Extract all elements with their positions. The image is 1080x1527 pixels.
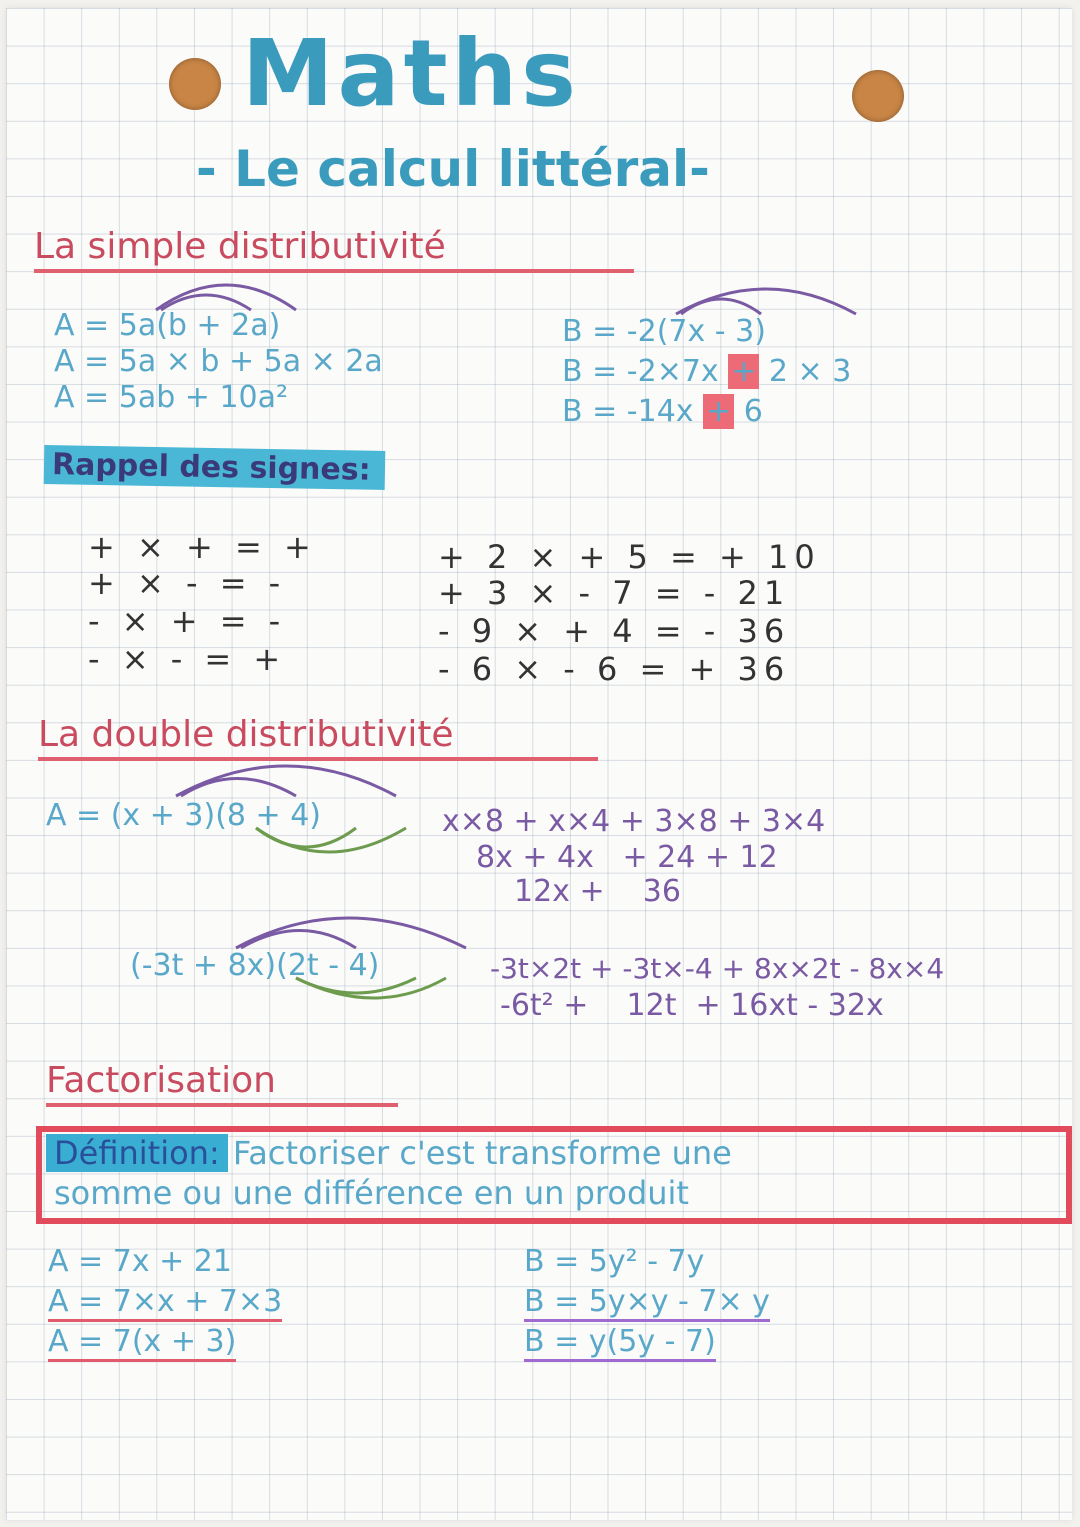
page-title: Maths bbox=[242, 20, 580, 127]
punch-hole-right bbox=[852, 70, 904, 122]
rappel-label: Rappel des signes: bbox=[44, 445, 385, 490]
double-ex1-step-1: x×8 + x×4 + 3×8 + 3×4 bbox=[442, 804, 826, 839]
sign-rule-2: + × - = - bbox=[88, 564, 287, 602]
simple-b-line-3 bbox=[562, 394, 763, 429]
punch-hole-left bbox=[169, 58, 221, 110]
double-ex2-expression: (-3t + 8x)(2t - 4) bbox=[130, 948, 380, 983]
simple-b-line-1: B = -2(7x - 3) bbox=[562, 314, 766, 349]
simple-a-line-1: A = 5a(b + 2a) bbox=[54, 308, 281, 343]
factor-a-line-1: A = 7x + 21 bbox=[48, 1244, 232, 1279]
factor-a-line-3-text: A = 7(x + 3) bbox=[48, 1324, 236, 1362]
sign-rule-4: - × - = + bbox=[88, 640, 287, 678]
sign-example-1: + 2 × + 5 = + 10 bbox=[438, 538, 821, 576]
double-ex2-step-1: -3t×2t + -3t×-4 + 8x×2t - 8x×4 bbox=[490, 952, 945, 985]
factor-b-line-2-text: B = 5y×y - 7× y bbox=[524, 1284, 770, 1322]
definition-text-1: Factoriser c'est transforme une bbox=[232, 1134, 732, 1172]
sign-example-4: - 6 × - 6 = + 36 bbox=[438, 650, 791, 688]
notebook-page bbox=[6, 8, 1072, 1520]
heading-factorisation: Factorisation bbox=[46, 1060, 398, 1107]
factor-a-line-2-text: A = 7×x + 7×3 bbox=[48, 1284, 282, 1322]
simple-a-line-2: A = 5a × b + 5a × 2a bbox=[54, 344, 383, 379]
simple-b-line-3-right: 6 bbox=[743, 394, 763, 429]
simple-b-line-2 bbox=[562, 354, 851, 389]
simple-b-line-2-right: 2 × 3 bbox=[768, 354, 852, 389]
simple-b-line-3-left: B = -14x bbox=[562, 394, 694, 429]
sign-example-3: - 9 × + 4 = - 36 bbox=[438, 612, 791, 650]
simple-b-line-2-left: B = -2×7x bbox=[562, 354, 719, 389]
factor-a-line-2 bbox=[48, 1284, 282, 1319]
page-subtitle: - Le calcul littéral- bbox=[196, 140, 710, 198]
definition-text-2: somme ou une différence en un produit bbox=[54, 1174, 689, 1212]
sign-rule-3: - × + = - bbox=[88, 602, 287, 640]
definition-label: Définition: bbox=[46, 1134, 228, 1172]
heading-simple-distributivity: La simple distributivité bbox=[34, 226, 634, 273]
sign-example-2: + 3 × - 7 = - 21 bbox=[438, 574, 791, 612]
heading-double-distributivity: La double distributivité bbox=[38, 714, 598, 761]
factor-b-line-3-text: B = y(5y - 7) bbox=[524, 1324, 716, 1362]
factor-b-line-2 bbox=[524, 1284, 770, 1319]
double-ex1-expression: A = (x + 3)(8 + 4) bbox=[46, 798, 321, 833]
double-ex1-step-2: 8x + 4x + 24 + 12 bbox=[476, 840, 778, 875]
simple-a-line-3: A = 5ab + 10a² bbox=[54, 380, 289, 415]
double-ex2-step-2: -6t² + 12t + 16xt - 32x bbox=[500, 988, 884, 1023]
sign-rule-1: + × + = + bbox=[88, 528, 317, 566]
definition-line-1 bbox=[46, 1134, 732, 1172]
double-ex1-step-3: 12x + 36 bbox=[514, 874, 681, 909]
factor-b-line-1: B = 5y² - 7y bbox=[524, 1244, 705, 1279]
sign-highlight-1: + bbox=[728, 354, 759, 389]
sign-highlight-2: + bbox=[703, 394, 734, 429]
factor-b-line-3 bbox=[524, 1324, 716, 1359]
factor-a-line-3 bbox=[48, 1324, 236, 1359]
